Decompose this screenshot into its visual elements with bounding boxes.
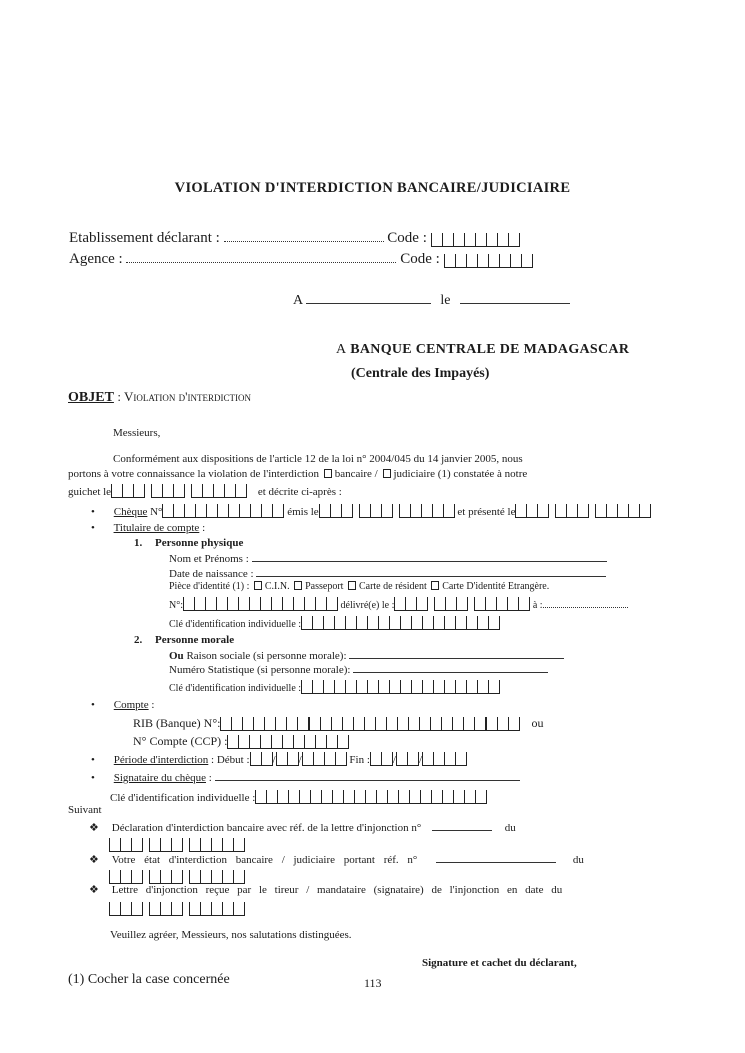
- piece-row: [169, 581, 549, 592]
- declaration-date[interactable]: [109, 834, 245, 852]
- lieu-field[interactable]: [543, 607, 628, 608]
- emis-label: émis le: [287, 506, 319, 518]
- etat-year[interactable]: [189, 870, 245, 884]
- cheque-label: Chèque: [113, 506, 148, 518]
- lettre-month[interactable]: [149, 902, 183, 916]
- judiciaire-checkbox[interactable]: [383, 469, 391, 478]
- pp-number: 1.: [134, 537, 143, 549]
- objet-label: OBJET: [68, 390, 114, 405]
- declaration-row: [89, 820, 659, 834]
- page-number: 113: [364, 976, 382, 990]
- raison-label: Raison sociale (si personne morale):: [186, 650, 347, 662]
- lettre-day[interactable]: [109, 902, 143, 916]
- cheque-no-label: N°: [150, 506, 163, 518]
- ou-label: Ou: [169, 650, 184, 662]
- guichet-date-month[interactable]: [151, 484, 185, 498]
- titulaire-row: [91, 522, 205, 534]
- diamond-bullet-icon: ❖: [89, 822, 99, 834]
- delivre-year[interactable]: [474, 597, 530, 611]
- salutation: Messieurs,: [113, 427, 161, 439]
- place-label: A: [293, 293, 303, 308]
- guichet-date-day[interactable]: [111, 484, 145, 498]
- cin-checkbox[interactable]: [254, 581, 262, 590]
- cle-row-2: [169, 680, 500, 694]
- declaration-month[interactable]: [149, 838, 183, 852]
- presente-month[interactable]: [555, 504, 589, 518]
- emis-day[interactable]: [319, 504, 353, 518]
- etat-date[interactable]: [109, 866, 245, 884]
- periode-row: • Période d'interdiction : Début : / / Fin : / /: [91, 752, 467, 766]
- declaration-day[interactable]: [109, 838, 143, 852]
- document-title: VIOLATION D'INTERDICTION BANCAIRE/JUDICIAIRE: [174, 180, 571, 196]
- para2-b: bancaire /: [334, 468, 378, 480]
- periode-label: Période d'interdiction: [113, 754, 209, 766]
- etat-row: [89, 852, 659, 866]
- debut-day[interactable]: [250, 752, 273, 766]
- declaration-year[interactable]: [189, 838, 245, 852]
- du-label-1: du: [504, 822, 516, 834]
- etat-text: Votre état d'interdiction bancaire / judiciaire portant réf. n°: [111, 854, 418, 866]
- personne-morale-heading: [134, 634, 234, 646]
- compte-row: [91, 699, 154, 711]
- piece-label: Pièce d'identité (1) :: [169, 581, 250, 592]
- cle-boxes-2[interactable]: [301, 680, 500, 694]
- code-label: Code :: [387, 230, 427, 246]
- declaration-ref-field[interactable]: [432, 820, 492, 831]
- objet-text: : Violation d'interdiction: [117, 389, 251, 404]
- stat-row: [169, 662, 548, 676]
- etablissement-code-boxes[interactable]: [431, 233, 520, 247]
- debut-month[interactable]: [276, 752, 299, 766]
- ou-small: ou: [531, 716, 544, 730]
- paragraph-line-2: [68, 468, 527, 480]
- signataire-label: Signataire du chèque: [113, 772, 206, 784]
- naissance-row: [169, 566, 606, 580]
- cheque-number-boxes[interactable]: [162, 504, 284, 518]
- naissance-label: Date de naissance :: [169, 568, 254, 580]
- lettre-row: [89, 883, 562, 896]
- paragraph-line-3: [68, 484, 342, 498]
- personne-physique-heading: [134, 537, 243, 549]
- debut-year[interactable]: [302, 752, 347, 766]
- agence-field[interactable]: [126, 262, 396, 263]
- date-label: le: [440, 293, 451, 308]
- debut-label: : Début :: [211, 754, 250, 766]
- nom-field[interactable]: [252, 551, 607, 562]
- raison-field[interactable]: [349, 648, 564, 659]
- bullet-icon: •: [91, 506, 95, 518]
- presente-year[interactable]: [595, 504, 651, 518]
- titulaire-colon: :: [202, 522, 206, 534]
- raison-row: [169, 648, 564, 662]
- signature-label: Signature et cachet du déclarant,: [422, 957, 577, 969]
- fin-label: Fin :: [349, 754, 370, 766]
- presente-day[interactable]: [515, 504, 549, 518]
- piece-opt-resident: Carte de résident: [358, 581, 427, 592]
- emis-year[interactable]: [399, 504, 455, 518]
- delivre-month[interactable]: [434, 597, 468, 611]
- diamond-bullet-icon: ❖: [89, 854, 99, 866]
- recipient-name: BANQUE CENTRALE DE MADAGASCAR: [350, 342, 630, 357]
- guichet-date-year[interactable]: [191, 484, 247, 498]
- presente-label: et présenté le: [457, 506, 516, 518]
- bullet-icon: •: [91, 772, 95, 784]
- recipient-sub: (Centrale des Impayés): [351, 366, 490, 381]
- signataire-field[interactable]: [215, 770, 520, 781]
- lettre-date[interactable]: [109, 898, 245, 916]
- stat-field[interactable]: [353, 662, 548, 673]
- cle-boxes-1[interactable]: [301, 616, 500, 630]
- delivre-day[interactable]: [394, 597, 428, 611]
- ccp-boxes[interactable]: [227, 735, 349, 749]
- ccp-label: N° Compte (CCP) :: [133, 734, 228, 748]
- bullet-icon: •: [91, 699, 95, 711]
- lieu-label: à :: [532, 600, 543, 611]
- piece-opt-cin: C.I.N.: [264, 581, 290, 592]
- signataire-colon: :: [208, 772, 212, 784]
- bullet-icon: •: [91, 522, 95, 534]
- cle-label-2: Clé d'identification individuelle :: [169, 683, 302, 694]
- emis-month[interactable]: [359, 504, 393, 518]
- etablissement-row: [69, 230, 520, 247]
- titulaire-label: Titulaire de compte: [113, 522, 200, 534]
- stat-label: Numéro Statistique (si personne morale):: [169, 664, 351, 676]
- nom-row: [169, 551, 607, 565]
- suivant-label: Suivant: [68, 804, 102, 816]
- etat-day[interactable]: [109, 870, 143, 884]
- recipient: [336, 342, 629, 358]
- ccp-row: [133, 734, 349, 749]
- place-date-row: [293, 293, 570, 309]
- para3-a: guichet le: [68, 486, 112, 498]
- pm-label: Personne morale: [155, 634, 235, 646]
- cle-label: Clé d'identification individuelle :: [169, 619, 302, 630]
- etablissement-field[interactable]: [224, 241, 384, 242]
- rib-account-boxes[interactable]: [309, 717, 486, 731]
- para2-c: judiciaire (1) constatée à notre: [393, 468, 528, 480]
- piece-no-label: N°:: [169, 600, 183, 611]
- etat-ref-field[interactable]: [436, 852, 556, 863]
- fin-month[interactable]: [396, 752, 419, 766]
- fin-year[interactable]: [422, 752, 467, 766]
- cle-label-3: Clé d'identification individuelle :: [110, 792, 256, 804]
- code-label-2: Code :: [400, 251, 440, 267]
- piece-opt-passeport: Passeport: [305, 581, 344, 592]
- piece-number-boxes[interactable]: [183, 597, 338, 611]
- piece-number-row: [169, 597, 628, 611]
- agence-row: [69, 251, 533, 268]
- piece-opt-etrangere: Carte D'identité Etrangère.: [442, 581, 550, 592]
- lettre-text: Lettre d'injonction reçue par le tireur / mandataire (signataire) de l'injonction en date du: [111, 884, 563, 896]
- rib-bank-boxes[interactable]: [220, 717, 309, 731]
- signataire-row: [91, 770, 520, 784]
- bullet-icon: •: [91, 754, 95, 766]
- declaration-text: Déclaration d'interdiction bancaire avec réf. de la lettre d'injonction n°: [111, 822, 422, 834]
- du-label-2: du: [572, 854, 584, 866]
- agence-code-boxes[interactable]: [444, 254, 533, 268]
- compte-colon: :: [151, 699, 155, 711]
- objet-row: [68, 389, 251, 406]
- place-field[interactable]: [306, 293, 431, 304]
- bancaire-checkbox[interactable]: [324, 469, 332, 478]
- diamond-bullet-icon: ❖: [89, 884, 99, 896]
- lettre-year[interactable]: [189, 902, 245, 916]
- cle-row-1: [169, 616, 500, 630]
- naissance-field[interactable]: [256, 566, 606, 577]
- nom-label: Nom et Prénoms :: [169, 553, 249, 565]
- para3-b: et décrite ci-après :: [257, 486, 342, 498]
- pp-label: Personne physique: [155, 537, 244, 549]
- compte-label: Compte: [113, 699, 149, 711]
- rib-row: [133, 716, 543, 731]
- footnote: (1) Cocher la case concernée: [68, 972, 230, 987]
- rib-key-boxes[interactable]: [486, 717, 520, 731]
- cheque-row: [91, 504, 651, 518]
- etat-month[interactable]: [149, 870, 183, 884]
- cle-boxes-3[interactable]: [255, 790, 487, 804]
- agence-label: Agence :: [69, 251, 123, 267]
- paragraph-line-1: Conformément aux dispositions de l'article 12 de la loi n° 2004/045 du 14 janvier 2005, nous: [113, 453, 523, 465]
- delivre-label: délivré(e) le :: [340, 600, 395, 611]
- fin-day[interactable]: [370, 752, 393, 766]
- closing: Veuillez agréer, Messieurs, nos salutations distinguées.: [110, 929, 352, 941]
- cle-row-3: [110, 790, 487, 804]
- passeport-checkbox[interactable]: [294, 581, 302, 590]
- date-field[interactable]: [460, 293, 570, 304]
- rib-label: RIB (Banque) N°:: [133, 716, 221, 730]
- pm-number: 2.: [134, 634, 143, 646]
- recipient-prefix: A: [336, 342, 347, 357]
- carte-resident-checkbox[interactable]: [348, 581, 356, 590]
- carte-etrangere-checkbox[interactable]: [431, 581, 439, 590]
- para2-a: portons à votre connaissance la violation de l'interdiction: [68, 468, 319, 480]
- etablissement-label: Etablissement déclarant :: [69, 230, 220, 246]
